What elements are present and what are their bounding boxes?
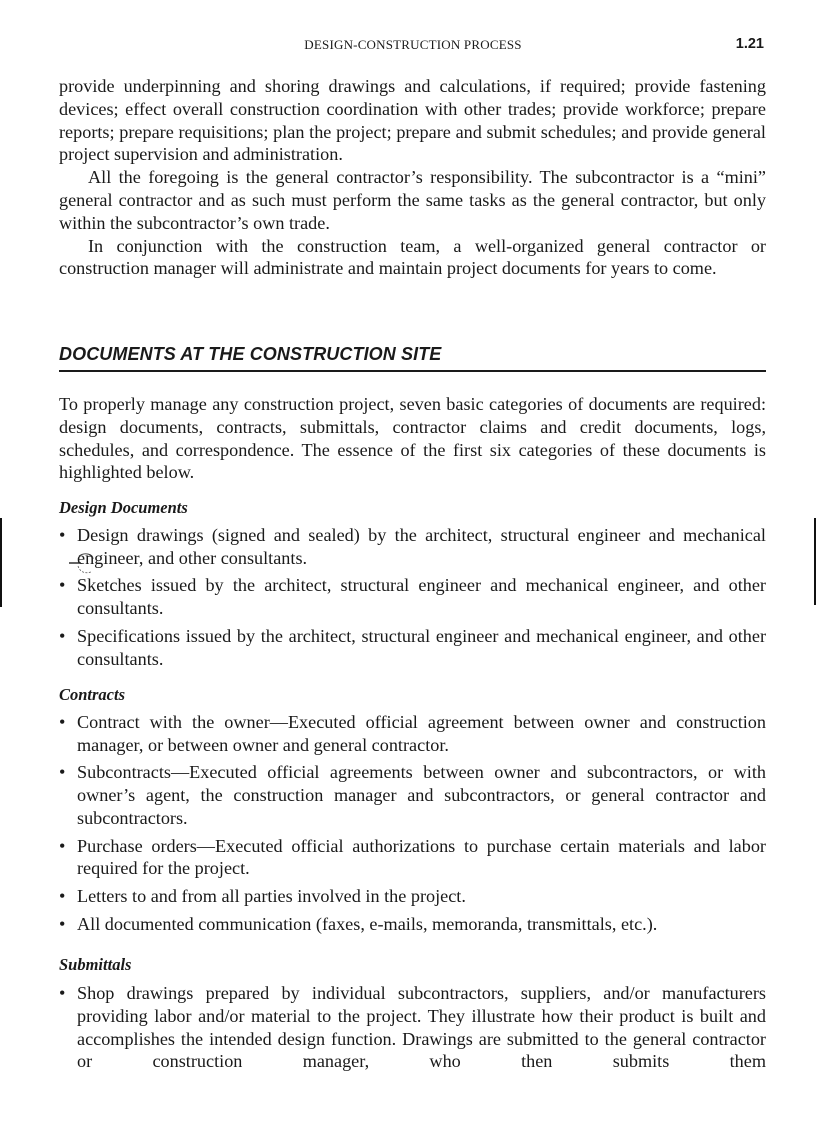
paragraph: To properly manage any construction project, seven basic categories of documents are required: design documents, contracts, submittals, contractor claims and credit documents, logs, schedules, and correspondence. The essence of the first six categories of these documents is highlighted below. — [59, 394, 766, 483]
bullet-icon: • — [59, 525, 66, 545]
list-item: • Sketches issued by the architect, structural engineer and mechanical engineer, and other consultants. — [59, 575, 766, 619]
list-item: • Subcontracts—Executed official agreements between owner and subcontractors, or with owner’s agent, the construction manager and subcontractors, or general contractor and subcontractors. — [59, 762, 766, 828]
subhead-submittals: Submittals — [59, 955, 132, 974]
list-item: • Letters to and from all parties involved in the project. — [59, 885, 466, 906]
paragraph: In conjunction with the construction team, a well-organized general contractor or construction manager will administrate and maintain project documents for years to come. — [59, 235, 766, 279]
design-documents-list — [59, 524, 766, 675]
bullet-icon: • — [59, 983, 66, 1003]
bullet-icon: • — [59, 835, 66, 856]
pen-annotation-mark — [67, 553, 137, 583]
list-item: • Contract with the owner—Executed official agreement between owner and construction manager, or between owner and general contractor. — [59, 712, 766, 755]
section-heading: DOCUMENTS AT THE CONSTRUCTION SITE — [59, 344, 766, 372]
list-item: • Purchase orders—Executed official authorizations to purchase certain materials and labor required for the project. — [59, 835, 766, 879]
list-item: • All documented communication (faxes, e-mails, memoranda, transmittals, etc.). — [59, 913, 658, 934]
bullet-icon: • — [59, 625, 66, 646]
bullet-icon: • — [59, 913, 66, 934]
bullet-icon: • — [59, 575, 66, 596]
subhead-design-documents: Design Documents — [59, 498, 188, 517]
page-number: 1.21 — [735, 36, 764, 52]
list-item: • Shop drawings prepared by individual subcontractors, suppliers, and/or manufacturers providing labor and/or material to the project. They illustrate how their product is built and accomplishes the intended design function. Drawings are submitted to the general contractor or construction manager, who then submits them — [59, 983, 766, 1072]
running-title: DESIGN-CONSTRUCTION PROCESS — [304, 37, 522, 52]
running-header — [0, 36, 816, 54]
bullet-icon: • — [59, 885, 66, 906]
bullet-icon: • — [59, 762, 66, 783]
paragraph: All the foregoing is the general contractor’s responsibility. The subcontractor is a “mini” general contractor and as such must perform the same tasks as the general contractor, but only within the subcontractor’s own trade. — [59, 167, 766, 233]
list-item: • Design drawings (signed and sealed) by the architect, structural engineer and mechanical engineer, and other consultants. — [59, 525, 766, 568]
subhead-contracts: Contracts — [59, 685, 126, 704]
intro-text — [59, 75, 766, 280]
bullet-icon: • — [59, 712, 66, 732]
contracts-list — [59, 711, 766, 940]
paragraph: provide underpinning and shoring drawings and calculations, if required; provide fastening devices; effect overall construction coordination with other trades; provide workforce; prepare reports; prepare requisitions; plan the project; prepare and submit schedules; and provide general project supervision and administration. — [59, 76, 766, 165]
left-margin-line — [0, 518, 2, 607]
section-intro — [59, 393, 766, 484]
submittals-list — [59, 982, 766, 1078]
list-item: • Specifications issued by the architect, structural engineer and mechanical engineer, and other consultants. — [59, 625, 766, 669]
